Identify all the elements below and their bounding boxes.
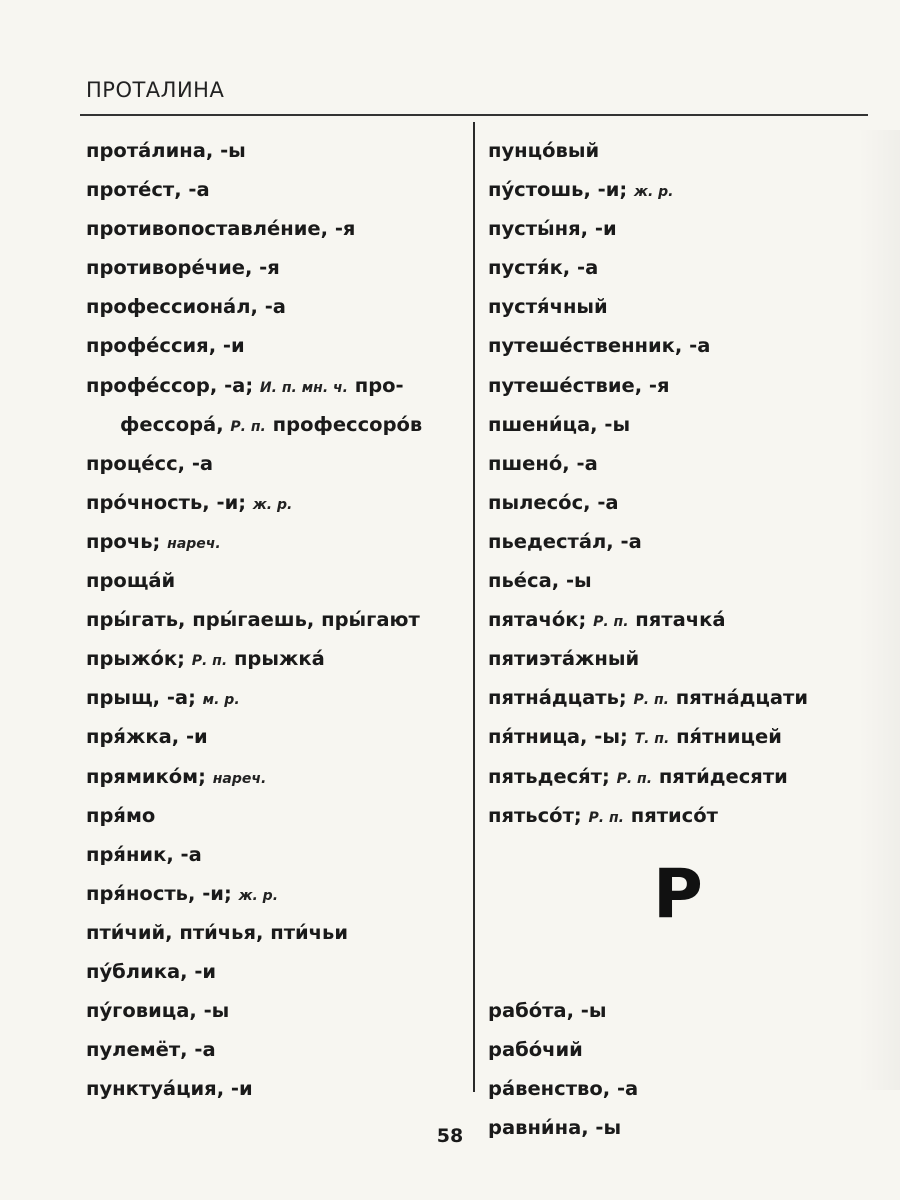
entry-text: про- xyxy=(347,373,404,397)
entry-text: прочь; xyxy=(86,529,168,553)
dictionary-entry xyxy=(86,835,466,874)
entry-text: рабо́чий xyxy=(488,1037,583,1061)
entry-text: пти́чий, пти́чья, пти́чьи xyxy=(86,920,349,944)
grammar-mark: Р. п. xyxy=(616,770,653,787)
entry-text: пшено́, -а xyxy=(488,451,598,475)
right-column-bottom-entries xyxy=(488,991,868,1147)
entry-text: пустя́к, -а xyxy=(488,256,599,280)
entry-text: пылесо́с, -а xyxy=(488,490,619,514)
grammar-mark: Т. п. xyxy=(634,731,670,748)
section-letter: Р xyxy=(653,854,703,934)
entry-text: пу́стошь, -и; xyxy=(488,178,635,202)
grammar-mark: ж. р. xyxy=(252,496,293,513)
entry-text: профессиона́л, -а xyxy=(86,295,286,319)
entry-text: путеше́ственник, -а xyxy=(488,334,711,358)
right-column xyxy=(488,131,868,1147)
dictionary-entry xyxy=(86,405,466,444)
grammar-mark: Р. п. xyxy=(191,653,228,670)
entry-text: рабо́та, -ы xyxy=(488,998,607,1022)
grammar-mark: Р. п. xyxy=(593,614,629,631)
entry-text: пря́ник, -а xyxy=(86,842,202,866)
dictionary-entry xyxy=(86,874,466,913)
entry-text: пяти́десяти xyxy=(652,764,788,788)
dictionary-entry xyxy=(86,1069,466,1108)
entry-text: про́чность, -и; xyxy=(86,490,253,514)
entry-text: пятьдеся́т; xyxy=(488,764,617,788)
grammar-mark: нареч. xyxy=(167,535,221,552)
dictionary-entry xyxy=(488,366,868,405)
entry-text: профе́ссор, -а; xyxy=(86,373,260,397)
entry-text: профе́ссия, -и xyxy=(86,334,245,358)
grammar-mark: Р. п. xyxy=(230,418,266,435)
dictionary-entry xyxy=(488,405,868,444)
grammar-mark: ж. р. xyxy=(238,887,279,904)
dictionary-entry xyxy=(86,796,466,835)
dictionary-entry xyxy=(488,639,868,678)
dictionary-entry xyxy=(488,209,868,248)
entry-text: пунктуа́ция, -и xyxy=(86,1077,253,1101)
entry-text: проте́ст, -а xyxy=(86,178,210,202)
entry-text: пу́говица, -ы xyxy=(86,999,230,1023)
running-head: ПРОТАЛИНА xyxy=(86,78,225,102)
column-divider xyxy=(473,122,475,1092)
entry-text: противопоставле́ние, -я xyxy=(86,217,356,241)
entry-text: фессора́, xyxy=(120,412,231,436)
page-number: 58 xyxy=(436,1125,464,1147)
entry-text: пря́ность, -и; xyxy=(86,881,239,905)
entry-text: пятисо́т xyxy=(623,803,718,827)
entry-text: проце́сс, -а xyxy=(86,451,214,475)
dictionary-entry xyxy=(488,678,868,717)
dictionary-entry xyxy=(488,522,868,561)
entry-text: пятьсо́т; xyxy=(488,803,589,827)
section-letter-block xyxy=(488,835,868,991)
dictionary-entry xyxy=(86,170,466,209)
entry-text: пя́тницей xyxy=(669,725,782,749)
dictionary-entry xyxy=(86,757,466,796)
dictionary-entry xyxy=(86,991,466,1030)
entry-text: пустя́чный xyxy=(488,295,608,319)
entry-text: прота́лина, -ы xyxy=(86,139,246,162)
left-column xyxy=(86,131,466,1108)
entry-text: пунцо́вый xyxy=(488,139,600,162)
dictionary-entry xyxy=(86,913,466,952)
dictionary-entry xyxy=(488,170,868,209)
dictionary-entry xyxy=(488,717,868,756)
grammar-mark: Р. п. xyxy=(633,692,669,709)
entry-text: пусты́ня, -и xyxy=(488,217,617,241)
grammar-mark: нареч. xyxy=(212,770,267,787)
entry-text: пря́жка, -и xyxy=(86,725,208,749)
dictionary-entry xyxy=(488,796,868,835)
dictionary-entry xyxy=(86,639,466,678)
entry-text: ра́венство, -а xyxy=(488,1076,639,1100)
right-column-top-entries xyxy=(488,131,868,835)
entry-text: пятачо́к; xyxy=(488,608,594,632)
entry-text: профессоро́в xyxy=(265,412,423,436)
entry-text: пятиэта́жный xyxy=(488,647,640,671)
dictionary-entry xyxy=(488,561,868,600)
dictionary-entry xyxy=(488,757,868,796)
dictionary-entry xyxy=(86,678,466,717)
entry-text: пры́гать, пры́гаешь, пры́гают xyxy=(86,608,420,632)
dictionary-entry xyxy=(86,600,466,639)
dictionary-entry xyxy=(86,248,466,287)
dictionary-entry xyxy=(86,717,466,756)
grammar-mark: Р. п. xyxy=(588,809,624,826)
entry-text: прыжка́ xyxy=(227,647,325,671)
header-rule xyxy=(80,114,868,116)
dictionary-entry xyxy=(86,209,466,248)
entry-text: противоре́чие, -я xyxy=(86,256,280,280)
grammar-mark: И. п. мн. ч. xyxy=(259,379,348,396)
dictionary-entry xyxy=(86,326,466,365)
entry-text: пря́мо xyxy=(86,803,156,827)
dictionary-entry xyxy=(86,561,466,600)
entry-text: пу́блика, -и xyxy=(86,959,217,983)
dictionary-entry xyxy=(488,1069,868,1108)
entry-text: пятна́дцать; xyxy=(488,686,634,710)
dictionary-entry xyxy=(488,1030,868,1069)
dictionary-entry xyxy=(488,991,868,1030)
dictionary-entry xyxy=(86,444,466,483)
entry-text: путеше́ствие, -я xyxy=(488,373,670,397)
entry-text: прямико́м; xyxy=(86,764,213,788)
dictionary-entry xyxy=(488,287,868,326)
dictionary-entry xyxy=(488,248,868,287)
dictionary-entry xyxy=(86,1030,466,1069)
dictionary-entry xyxy=(86,522,466,561)
dictionary-entry xyxy=(488,444,868,483)
entry-text: пье́са, -ы xyxy=(488,569,592,593)
entry-text: пьедеста́л, -а xyxy=(488,529,642,553)
dictionary-entry xyxy=(86,287,466,326)
grammar-mark: м. р. xyxy=(202,692,240,709)
dictionary-entry xyxy=(86,131,466,170)
dictionary-entry xyxy=(86,483,466,522)
entry-text: равни́на, -ы xyxy=(488,1115,622,1139)
entry-text: проща́й xyxy=(86,569,176,593)
dictionary-entry xyxy=(86,952,466,991)
entry-text: пятна́дцати xyxy=(668,686,809,710)
entry-text: прыщ, -а; xyxy=(86,686,203,710)
entry-text: пулемёт, -а xyxy=(86,1038,216,1062)
entry-text: пя́тница, -ы; xyxy=(488,725,635,749)
dictionary-entry xyxy=(488,131,868,170)
entry-text: пшени́ца, -ы xyxy=(488,412,631,436)
entry-text: прыжо́к; xyxy=(86,647,192,671)
dictionary-entry xyxy=(488,483,868,522)
grammar-mark: ж. р. xyxy=(634,184,674,201)
dictionary-entry xyxy=(488,600,868,639)
entry-text: пятачка́ xyxy=(628,608,726,632)
dictionary-entry xyxy=(86,366,466,405)
dictionary-entry xyxy=(488,326,868,365)
